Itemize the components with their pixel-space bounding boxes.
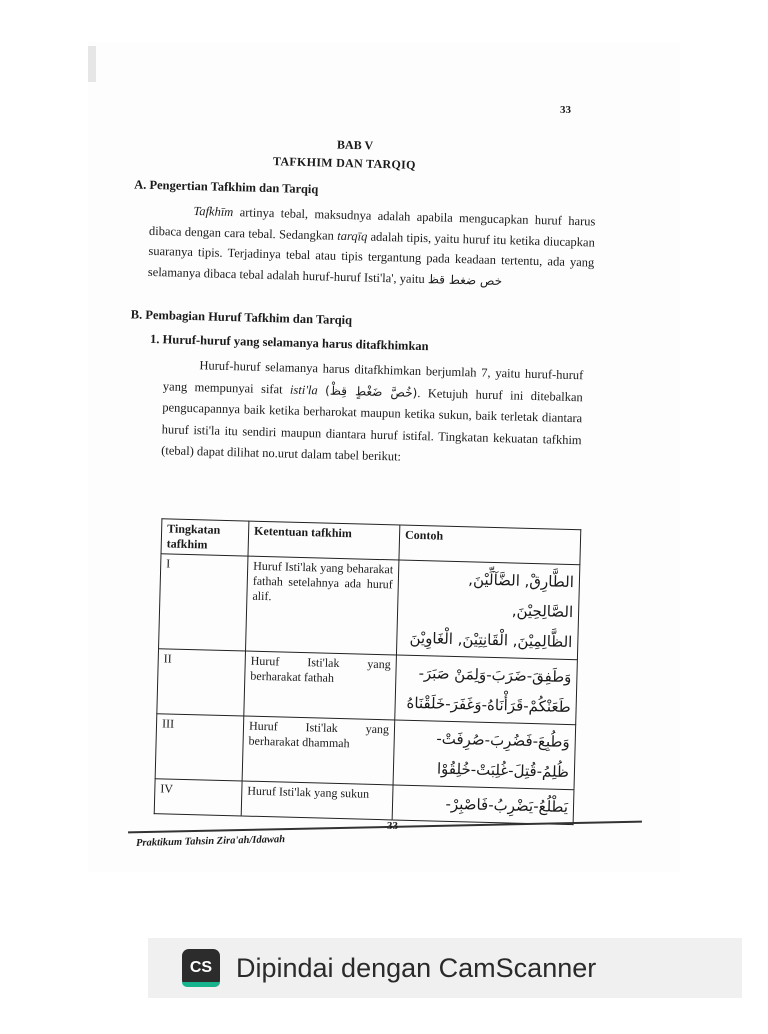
arabic-example: الظَّالِمِيْنَ, الْقَانِتِيْنَ, الْغَاوِيْنَ — [409, 628, 573, 652]
section-a-paragraph: Tafkhīm artinya tebal, maksudnya adalah apabila mengucapkan huruf harus dibaca dengan cara tebal. Sedangkan tarqīq adalah tipis, yaitu huruf itu ketika diucapkan suaranya tipis. Terjadinya tebal atau tipis tergantung pada keadaan tertentu, ada yang selamanya dibaca tebal adalah huruf-huruf Isti'la', yaitu خص ضغط قظ — [147, 204, 596, 288]
example-cell — [392, 785, 574, 825]
chapter-title: TAFKHIM DAN TARQIQ — [272, 154, 416, 172]
example-cell — [396, 560, 579, 660]
rule-cell: Huruf Isti'lak yang berharakat dhammah — [242, 716, 395, 785]
arabic-letters: (خُصَّ ضَغْطٍ قِظْ) — [324, 383, 418, 400]
arabic-example: وَطُبِعَ-فَضُرِبَ-صُرِفَتْ- — [436, 729, 570, 752]
table-header: Contoh — [399, 525, 581, 565]
example-cell — [393, 720, 576, 790]
section-b-heading: B. Pembagian Huruf Tafkhim dan Tarqiq — [130, 307, 353, 328]
table-row — [159, 554, 580, 660]
camscanner-watermark — [148, 938, 742, 998]
arabic-letters: خص ضغط قظ — [427, 271, 503, 288]
example-cell — [395, 655, 578, 725]
chapter-label: BAB V — [336, 137, 374, 153]
footer-page-number: 33 — [387, 820, 398, 832]
camscanner-text: Dipindai dengan CamScanner — [236, 952, 597, 983]
page-number: 33 — [560, 104, 571, 116]
arabic-example: وَطَفِقَ-ضَرَبَ-وَلِمَنْ صَبَرَ- — [418, 664, 572, 687]
table-row — [157, 649, 578, 725]
subsection-1-heading: 1. Huruf-huruf yang selamanya harus ditafkhimkan — [149, 331, 429, 354]
term-istila: isti'la — [289, 382, 318, 397]
rule-cell: Huruf Isti'lak yang sukun — [241, 781, 393, 820]
rule-cell: Huruf Isti'lak yang berharakat fathah — [244, 651, 397, 720]
camscanner-logo-icon: CS — [182, 949, 220, 987]
level-cell: II — [157, 649, 246, 716]
term-tafkhim: Tafkhīm — [193, 204, 234, 220]
arabic-example: الطَّارِقْ, الضَّآلِّيْنَ, الصَّالِحِيْنَ, — [468, 570, 575, 622]
table-row — [155, 714, 576, 790]
table-header: Tingkatan tafkhim — [161, 519, 249, 556]
rule-cell: Huruf Isti'lak yang beharakat fathah setelahnya ada huruf alif. — [246, 556, 399, 655]
section-b-paragraph: Huruf-huruf selamanya harus ditafkhimkan berjumlah 7, yaitu huruf-huruf yang mempunyai sifat isti'la (خُصَّ ضَغْطٍ قِظْ). Ketujuh huruf ini ditebalkan pengucapannya baik ketika berharokat maupun ketika sukun, baik terletak diantara huruf isti'la itu sendiri maupun diantara huruf istifal. Tingkatan kekuatan tafkhim (tebal) dapat dilihat no.urut dalam tabel berikut: — [161, 358, 584, 464]
tafkhim-table — [154, 518, 582, 825]
arabic-example: يَطْلُعُ-يَضْرِبُ-فَاصْبِرْ- — [445, 794, 569, 817]
level-cell: III — [155, 714, 244, 781]
arabic-example: ظُلِمُ-قُتِلَ-غُلِبَتْ-خُلِقُوْا — [436, 759, 570, 782]
level-cell: IV — [154, 779, 242, 816]
table-header: Ketentuan tafkhim — [248, 521, 400, 560]
level-cell: I — [159, 554, 248, 651]
footer-text: Praktikum Tahsin Zira'ah/Idawah — [135, 834, 286, 849]
section-a-heading: A. Pengertian Tafkhim dan Tarqiq — [133, 177, 319, 197]
arabic-example: طَعَنْكُمْ-قَرَأْنَاهُ-وَغَفَرَ-خَلَقْنَاهُ — [406, 693, 571, 717]
term-tarqiq: tarqīq — [337, 228, 368, 244]
